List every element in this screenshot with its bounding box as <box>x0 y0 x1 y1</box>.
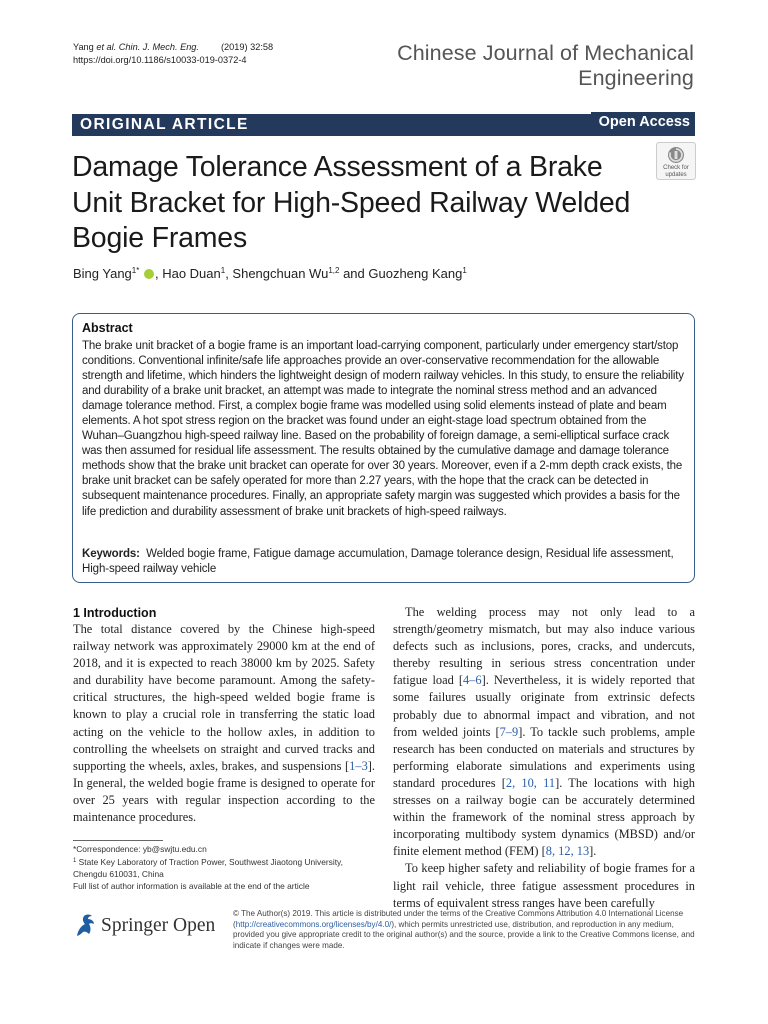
license-link[interactable]: http://creativecommons.org/licenses/by/4.0/ <box>235 919 392 929</box>
check-updates-icon <box>666 146 686 164</box>
intro-paragraph-1 <box>73 621 375 826</box>
journal-name-line1: Chinese Journal of Mechanical <box>397 41 694 65</box>
license-text <box>233 909 695 951</box>
citation-journal: et al. Chin. J. Mech. Eng. <box>96 42 199 52</box>
correspondence-email[interactable]: *Correspondence: yb@swjtu.edu.cn <box>73 844 207 854</box>
intro-p2-text-b: ]. Nevertheless, it is widely reported that some failures usually originate from extrinsic defects probably due to abnormal impact and vibration, and not from welded joints [ <box>393 673 695 739</box>
affiliation-sup: 1 <box>73 858 77 864</box>
abstract-text: The brake unit bracket of a bogie frame is an important load-carrying component, particularly under emergency start/stop conditions. Conventional infinite/safe life approaches provide an over-conservative recommendation for the allowable strength and lifetime, which hinders the lightweight design of modern railway vehicles. In this study, to ensure the reliability and durability of a brake unit bracket, an attempt was made to integrate the nominal stress method and an advanced damage tolerance method. First, a complex bogie frame was modelled using solid elements instead of plate and beam elements. A hot spot stress region on the bracket was found under an eight-stage load spectrum obtained from the Wuhan–Guangzhou high-speed railway line. Based on the probability of foreign damage, a semi-elliptical surface crack was then assumed for residual life assessment. The results obtained by the cumulative damage and damage tolerance methods show that the brake unit bracket can operate for over 30 years. Moreover, even if a 2-mm depth crack exists, the brake unit bracket can be safely operated for more than 2.27 years, with the hope that the crack can be detected in subsequent maintenance procedures. Finally, an appropriate safety margin was suggested which provides a basis for the life prediction and durability assessment of brake unit brackets of high-speed railways. <box>82 340 684 518</box>
reference-link[interactable]: 7–9 <box>499 724 519 739</box>
orcid-icon[interactable] <box>144 269 154 279</box>
keywords-text: Welded bogie frame, Fatigue damage accumulation, Damage tolerance design, Residual life assessment, High-speed railway vehicle <box>82 548 674 575</box>
reference-link[interactable]: 2, 10, 11 <box>505 775 556 790</box>
article-type-label: ORIGINAL ARTICLE <box>80 116 249 133</box>
intro-p2-text-c: ]. To tackle such problems, ample research has been conducted on materials and structures by performing elaborate simulations and experiments using standard procedures [ <box>393 724 695 790</box>
author-3[interactable]: , Shengchuan Wu <box>225 266 329 281</box>
doi-link[interactable]: https://doi.org/10.1186/s10033-019-0372-4 <box>73 55 247 65</box>
abstract-box <box>72 313 695 583</box>
citation-year: (2019) 32:58 <box>220 42 274 52</box>
journal-name-line2: Engineering <box>578 66 694 90</box>
affiliation <box>73 855 373 880</box>
keywords <box>82 547 686 577</box>
springer-horse-icon <box>73 912 97 938</box>
reference-link[interactable]: 1–3 <box>349 758 368 773</box>
article-type-banner <box>72 114 695 136</box>
body-column-right <box>393 604 695 912</box>
intro-p1-text-b: ]. In general, the welded bogie frame is designed to operate for over 25 years with regular inspection according to the maintenance procedures. <box>73 758 375 825</box>
article-title: Damage Tolerance Assessment of a Brake Unit Bracket for High-Speed Railway Welded Bogie Frames <box>72 151 631 254</box>
citation-authors: Yang <box>73 42 97 52</box>
author-list <box>73 263 467 282</box>
author-1-sup: 1* <box>131 266 140 275</box>
citation-header <box>73 41 273 67</box>
footnote-divider <box>73 840 163 841</box>
publisher-name: Springer <box>101 915 169 936</box>
reference-link[interactable]: 4–6 <box>462 673 482 688</box>
license-text-a: © The Author(s) 2019. This article is distributed under the terms of the Creative Commons Attribution 4.0 International License ( <box>233 909 684 929</box>
check-updates-line2: updates <box>665 171 687 178</box>
keywords-label: Keywords: <box>82 548 140 560</box>
springer-wordmark <box>101 915 215 937</box>
check-updates-label <box>657 165 695 178</box>
body-column-left <box>73 621 375 826</box>
author-2[interactable]: , Hao Duan <box>154 266 221 281</box>
intro-p2-text-a: The welding process may not only lead to a strength/geometry mismatch, but may also induce various defects such as inclusions, pores, cracks, and undercuts, thereby resulting in serious stress concentration under fatigue load [ <box>393 605 695 688</box>
author-3-sup: 1,2 <box>328 266 340 275</box>
author-2-sup: 1 <box>220 266 226 275</box>
intro-paragraph-3: To keep higher safety and reliability of bogie frames for a light rail vehicle, three fatigue assessment procedures in terms of equivalent stress ranges have been carefully <box>393 861 695 910</box>
citation-line <box>73 41 273 54</box>
intro-p2-text-e: ]. <box>589 844 597 859</box>
journal-name <box>397 41 694 91</box>
author-4[interactable]: and Guozheng Kang <box>339 266 463 281</box>
section-heading-introduction: 1 Introduction <box>73 606 157 620</box>
open-access-badge: Open Access <box>591 112 695 134</box>
check-for-updates-button[interactable] <box>656 142 696 180</box>
affiliation-text: State Key Laboratory of Traction Power, Southwest Jiaotong University, Chengdu 610031, China <box>73 857 343 879</box>
footnote <box>73 843 373 892</box>
author-info-note: Full list of author information is available at the end of the article <box>73 881 310 891</box>
reference-link[interactable]: 8, 12, 13 <box>545 844 590 859</box>
abstract-heading: Abstract <box>82 321 133 335</box>
intro-paragraph-2 <box>393 604 695 860</box>
intro-p1-text-a: The total distance covered by the Chinese high-speed railway network was approximately 29000 km at the end of 2018, and it is expected to reach 38000 km by 2025. Safety and durability have become paramount. Among the safety-critical structures, the high-speed welded bogie frame is known to play a crucial role in transferring the static load acting on the vehicle to the hollow axles, in addition to controlling the wheelsets on straight and curved tracks and supporting the wheels, axles, brakes, and suspensions [ <box>73 622 375 773</box>
check-updates-line1: Check for <box>663 165 689 171</box>
publisher-open: Open <box>173 915 216 936</box>
author-1[interactable]: Bing Yang <box>73 266 132 281</box>
license-text-b: ), which permits unrestricted use, distribution, and reproduction in any medium, provided you give appropriate credit to the original author(s) and the source, provide a link to the Creative Commons license, and indicate if changes were made. <box>233 919 695 950</box>
intro-p2-text-d: ]. The locations with high stresses on a railway bogie can be accurately determined within the framework of the nominal stress approach by incorporating multibody system dynamics (MBSD) and/or finite element method (FEM) [ <box>393 775 695 859</box>
author-4-sup: 1 <box>462 266 467 275</box>
